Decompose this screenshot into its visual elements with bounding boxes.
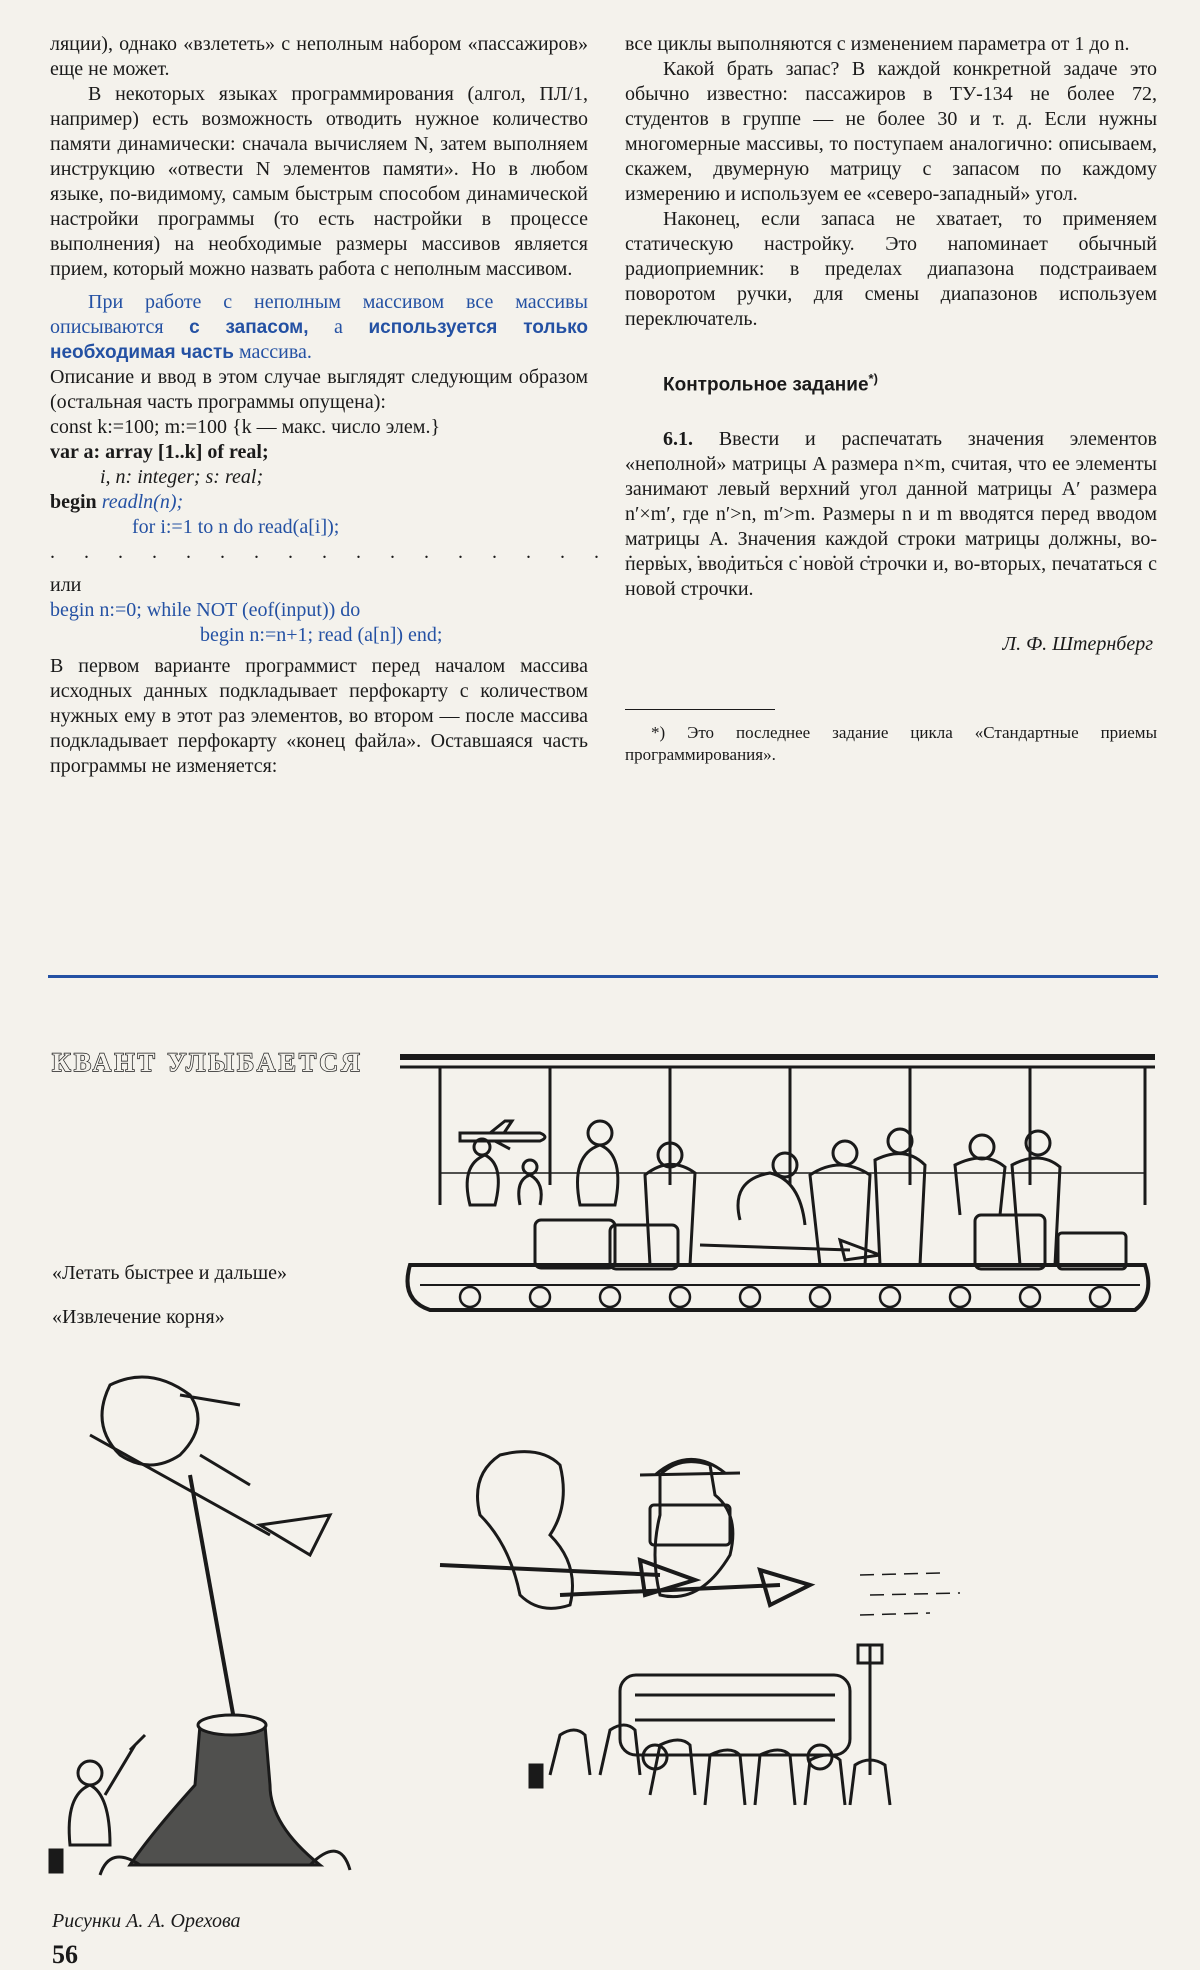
paragraph-cycles: все циклы выполняются с изменением параметра от 1 до n. — [625, 33, 1130, 55]
code-line-var: var a: array [1..k] of real; — [50, 441, 269, 463]
paragraph-dynamic-memory: В некоторых языках программирования (алгол, ПЛ/1, например) есть возможность отводить нужное количество памяти динамически: сначала вычисляем N, затем выполняем инструкцию «отвести N элементов памяти». Но в любом языке, по-видимому, самым быстрым способом динамической настройки программы (то есть настройки в процессе выполнения) на необходимые размеры массивов является прием, который можно назвать работа с неполным массивом. — [50, 83, 588, 280]
task-paragraph: 6.1. Ввести и распечатать значения элементов «неполной» матрицы A размера n×m, считая, что ее элементы занимают левый верхний угол данной матрицы A′ размера n′×m′, где n′>n, m′>m. Размеры n и m вводятся перед вводом матрицы A. Значения каждой строки матрицы должны, во-первых, вводиться с новой строчки и, во-вторых, печататься с новой строчки. — [625, 428, 1158, 601]
paragraph-description: Описание и ввод в этом случае выглядят следующим образом (остальная часть программы опущена): — [50, 366, 588, 413]
paragraph-reserve: Какой брать запас? В каждой конкретной задаче это обычно известно: пассажиров в ТУ-134 не более 72, студентов в группе — не более 30 и т. д. Если нужны многомерные массивы, то поступаем аналогично: описываем, скажем, двумерную матрицу с запасом по каждому измерению и используем ее «северо-западный» угол. — [625, 58, 1157, 205]
highlight-rule: При работе с неполным массивом все массивы описываются с запасом, а используется только необходимая часть массива. — [50, 291, 589, 363]
page-number: 56 — [52, 1940, 78, 1969]
paragraph-variants: В первом варианте программист перед началом массива исходных данных подкладывает перфокарту с количеством нужных ему в этот раз элементов, во втором — после массива подкладывает перфокарту «конец файла». Оставшаяся часть программы не изменяется: — [50, 655, 588, 777]
code-line-vars-2: i, n: integer; s: real; — [100, 466, 264, 488]
author-signature: Л. Ф. Штернберг — [1002, 633, 1153, 656]
code-line-read: begin n:=n+1; read (a[n]) end; — [200, 624, 443, 646]
cartoon-airport-illustration — [400, 1055, 1160, 1375]
section-divider — [48, 975, 1158, 978]
section-heading: Контрольное задание*) — [663, 371, 878, 396]
code-block-1 — [50, 415, 883, 648]
right-column — [625, 32, 1157, 766]
footnote-rule — [625, 709, 775, 710]
code-or-label: или — [50, 574, 82, 596]
illustration-credit: Рисунки А. А. Орехова — [52, 1910, 241, 1932]
cartoon-section-title: КВАНТ УЛЫБАЕТСЯ — [52, 1048, 363, 1077]
caption-fly-faster: «Летать быстрее и дальше» — [52, 1262, 288, 1284]
code-line-for: for i:=1 to n do read(a[i]); — [132, 516, 340, 538]
code-line-begin: begin readln(n); — [50, 491, 184, 513]
cartoon-witches-illustration — [440, 1445, 1160, 1885]
code-line-const: const k:=100; m:=100 {k — макс. число элем.} — [50, 416, 441, 438]
footnote: *) Это последнее задание цикла «Стандартные приемы программирования». — [625, 723, 1157, 765]
code-line-while: begin n:=0; while NOT (eof(input)) do — [50, 599, 361, 621]
paragraph-continuation: ляции), однако «взлететь» с неполным набором «пассажиров» еще не может. — [50, 33, 588, 80]
caption-root-extraction: «Извлечение корня» — [52, 1306, 225, 1328]
paragraph-static: Наконец, если запаса не хватает, то применяем статическую настройку. Это напоминает обычный радиоприемник: в пределах диапазона подстраиваем поворотом ручки, для смены диапазонов используем переключатель. — [625, 208, 1157, 330]
code-ellipsis: . . . . . . . . . . . . . . . . . . . . . . . . . — [50, 541, 883, 563]
cartoon-root-extraction-illustration — [50, 1365, 390, 1895]
